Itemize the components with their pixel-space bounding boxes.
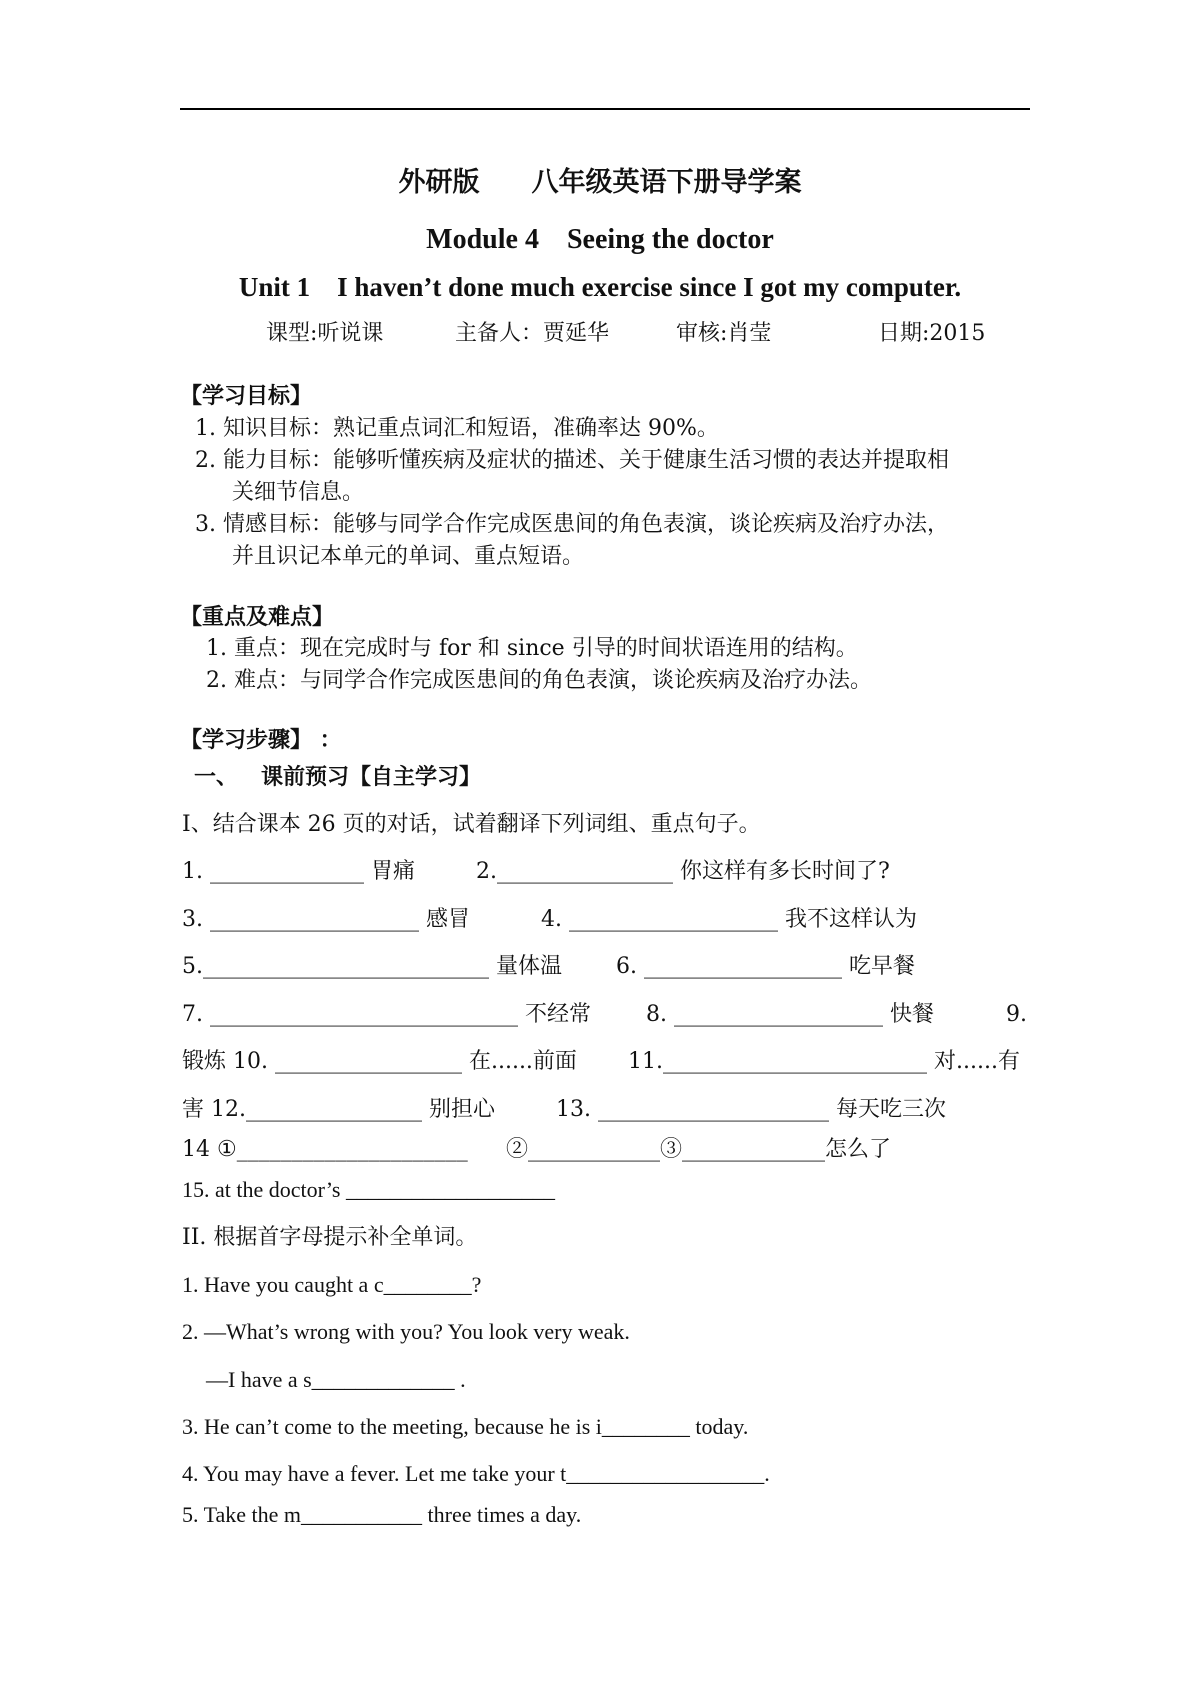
key-point-2: 2. 难点：与同学合作完成医患间的角色表演，谈论疾病及治疗办法。 — [206, 668, 872, 693]
unit-title: Unit 1 I haven’t done much exercise since I got my computer. — [238, 272, 962, 302]
blank-row-1b: 2.________________ 你这样有多长时间了? — [476, 859, 890, 884]
spelling-item-3: 3. He can’t come to the meeting, because he is i________ today. — [182, 1414, 749, 1439]
blank-row-6a: 害 12.________________ 别担心 — [182, 1097, 495, 1122]
blank-row-3b: 6. __________________ 吃早餐 — [616, 954, 915, 979]
blank-row-4c: 9. — [1006, 1002, 1027, 1027]
blank-row-4b: 8. ___________________ 快餐 — [646, 1002, 934, 1027]
lesson-type: 课型:听说课 — [266, 321, 384, 346]
objective-1: 1. 知识目标：熟记重点词汇和短语，准确率达 90%。 — [195, 416, 719, 441]
lesson-reviewer: 审核:肖莹 — [676, 321, 772, 346]
part1-instruction: I、结合课本 26 页的对话，试着翻译下列词组、重点句子。 — [182, 812, 761, 837]
blank-row-7a: 14 ①_____________________ — [182, 1137, 468, 1162]
objective-3-cont: 并且识记本单元的单词、重点短语。 — [232, 544, 585, 569]
steps-heading: 【学习步骤】 ： — [180, 728, 342, 753]
blank-row-1a: 1. ______________ 胃痛 — [182, 859, 415, 884]
module-title: Module 4 Seeing the doctor — [426, 224, 774, 255]
blank-row-5a: 锻炼 10. _________________ 在......前面 — [182, 1049, 577, 1074]
blank-row-7b: ②____________③_____________怎么了 — [506, 1137, 892, 1162]
worksheet-title — [0, 160, 1200, 199]
lesson-date: 日期:2015 — [878, 321, 986, 346]
blank-row-5b: 11.________________________ 对......有 — [628, 1049, 1020, 1074]
top-divider-line — [180, 108, 1030, 110]
spelling-item-5: 5. Take the m___________ three times a day. — [182, 1502, 582, 1527]
part2-instruction: II. 根据首字母提示补全单词。 — [182, 1225, 478, 1250]
objective-2-cont: 关细节信息。 — [232, 480, 365, 505]
spelling-item-4: 4. You may have a fever. Let me take your t__________________. — [182, 1461, 770, 1486]
objective-3: 3. 情感目标：能够与同学合作完成医患间的角色表演，谈论疾病及治疗办法， — [195, 512, 949, 537]
spelling-item-2-answer: —I have a s_____________ . — [206, 1367, 466, 1392]
lesson-preparer: 主备人：贾延华 — [455, 321, 610, 346]
preview-section-heading: 一、 课前预习【自主学习】 — [194, 765, 481, 790]
objective-2: 2. 能力目标：能够听懂疾病及症状的描述、关于健康生活习惯的表达并提取相 — [195, 448, 949, 473]
blank-row-8: 15. at the doctor’s ___________________ — [182, 1177, 555, 1202]
objectives-heading: 【学习目标】 — [180, 384, 313, 409]
blank-row-2a: 3. ___________________ 感冒 — [182, 907, 470, 932]
title-publisher: 外研版 — [398, 167, 480, 198]
blank-row-2b: 4. ___________________ 我不这样认为 — [541, 907, 917, 932]
blank-row-6b: 13. _____________________ 每天吃三次 — [556, 1097, 946, 1122]
key-point-1: 1. 重点：现在完成时与 for 和 since 引导的时间状语连用的结构。 — [206, 636, 858, 661]
spelling-item-2: 2. —What’s wrong with you? You look very weak. — [182, 1319, 630, 1344]
spelling-item-1: 1. Have you caught a c________? — [182, 1272, 482, 1297]
blank-row-4a: 7. ____________________________ 不经常 — [182, 1002, 591, 1027]
blank-row-3a: 5.__________________________ 量体温 — [182, 954, 562, 979]
title-main: 八年级英语下册导学案 — [531, 167, 802, 198]
key-points-heading: 【重点及难点】 — [180, 605, 335, 630]
